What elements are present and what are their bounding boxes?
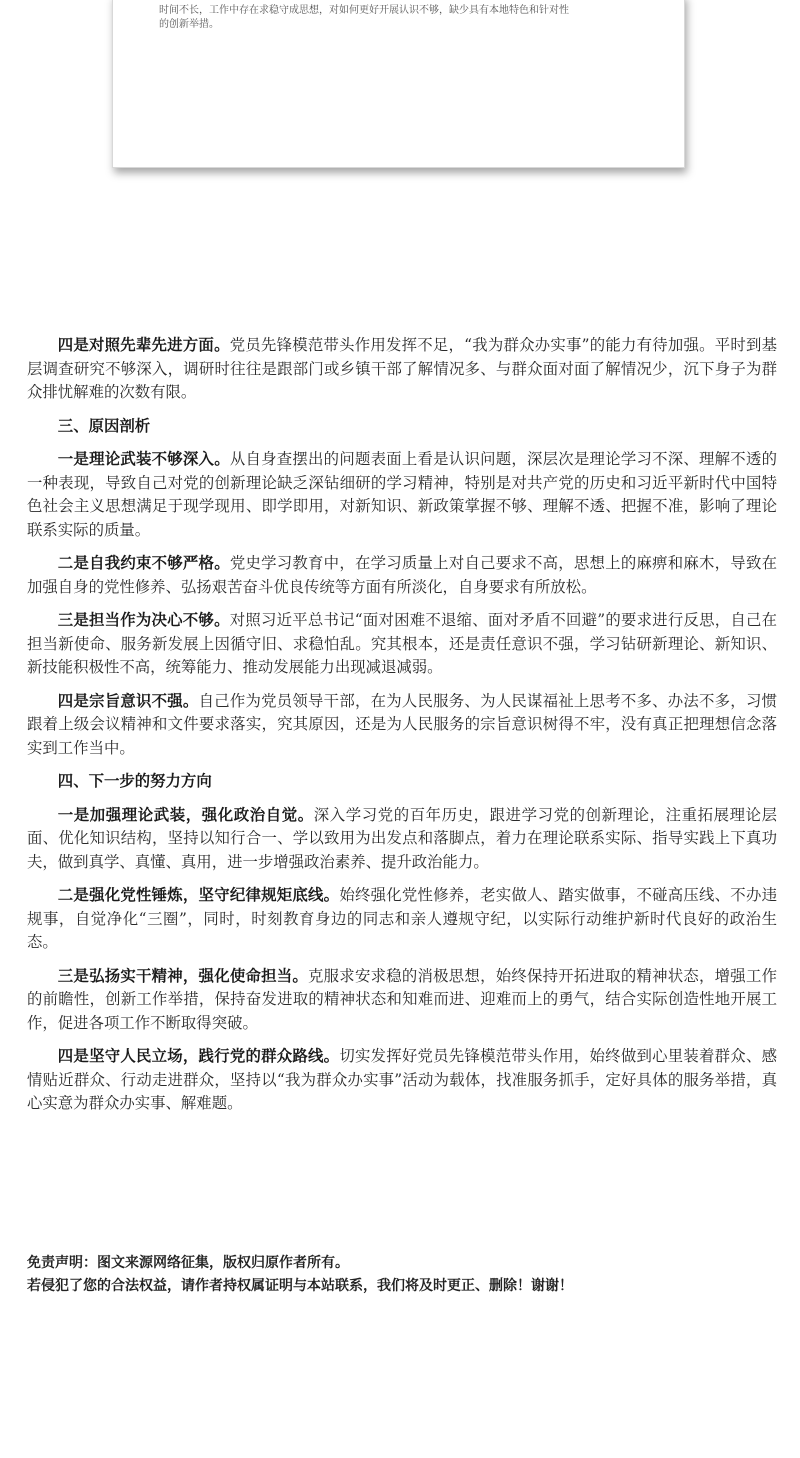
section-heading: 三、原因剖析 (57, 416, 151, 435)
paragraph-lead: 二是自我约束不够严格。 (57, 554, 230, 572)
paragraph-text: 克服求安求稳的消极思想，始终保持开拓进取的精神状态，增强工作的前瞻性，创新工作举措，保持奋发进取的精神状态和知难而进、迎难而上的勇气，结合实际创造性地开展工作，促进各项工作不断取得突破。 (27, 966, 777, 1032)
paragraph-lead: 四是坚守人民立场，践行党的群众路线。 (57, 1047, 340, 1065)
paragraph-lead: 一是理论武装不够深入。 (57, 450, 230, 468)
paragraph-text: 始终强化党性修养，老实做人、踏实做事，不碰高压线、不办违规事，自觉净化“三圈”，同时，时刻教育身边的同志和亲人遵规守纪，以实际行动维护新时代良好的政治生态。 (27, 886, 777, 951)
paragraph-text: 对照习近平总书记“面对困难不退缩、面对矛盾不回避”的要求进行反思，自己在担当新使命、服务新发展上因循守旧、求稳怕乱。究其根本，还是责任意识不强，学习钻研新理论、新知识、新技能积极性不高，统筹能力、推动发展能力出现减退减弱。 (27, 611, 777, 676)
paragraph-text: 从自身查摆出的问题表面上看是认识问题，深层次是理论学习不深、理解不透的一种表现，导致自己对党的创新理论缺乏深钻细研的学习精神，特别是对共产党的历史和习近平新时代中国特色社会主义思想满足于现学现用、即学即用，对新知识、新政策掌握不够、理解不透、把握不准，影响了理论联系实际的质量。 (27, 450, 777, 539)
paragraph (27, 552, 777, 599)
article-body (27, 334, 777, 1126)
paragraph (27, 448, 777, 542)
paragraph (27, 804, 777, 875)
document-preview-page (112, 0, 685, 168)
paragraph-lead: 三是担当作为决心不够。 (57, 611, 230, 629)
paragraph-text: 党史学习教育中，在学习质量上对自己要求不高，思想上的麻痹和麻木，导致在加强自身的党性修养、弘扬艰苦奋斗优良传统等方面有所淡化，自身要求有所放松。 (27, 554, 777, 596)
preview-line: 的创新举措。 (159, 19, 219, 30)
paragraph-text: 切实发挥好党员先锋模范带头作用，始终做到心里装着群众、感情贴近群众、行动走进群众，坚持以“我为群众办实事”活动为载体，找准服务抓手，定好具体的服务举措，真心实意为群众办实事、解难题。 (27, 1047, 777, 1112)
section-heading: 四、下一步的努力方向 (57, 772, 212, 790)
disclaimer-line: 免责声明：图文来源网络征集，版权归原作者所有。 (27, 1255, 349, 1271)
paragraph-lead: 四是宗旨意识不强。 (57, 691, 199, 710)
paragraph (27, 334, 777, 405)
paragraph (27, 884, 777, 955)
preview-text (159, 4, 659, 32)
paragraph-text: 自己作为党员领导干部，在为人民服务、为人民谋福祉上思考不多、办法不多，习惯跟着上级会议精神和文件要求落实，究其原因，还是为人民服务的宗旨意识树得不牢，没有真正把理想信念落实到工作当中。 (27, 691, 777, 757)
paragraph-lead: 一是加强理论武装，强化政治自觉。 (57, 805, 314, 824)
paragraph-text: 党员先锋模范带头作用发挥不足，“我为群众办实事”的能力有待加强。平时到基层调查研究不够深入，调研时往往是跟部门或乡镇干部了解情况多、与群众面对面了解情况少，沉下身子为群众排忧解难的次数有限。 (27, 336, 777, 401)
paragraph-lead: 四是对照先辈先进方面。 (57, 336, 230, 354)
paragraph (27, 690, 777, 761)
paragraph (27, 965, 777, 1036)
disclaimer-line: 若侵犯了您的合法权益，请作者持权属证明与本站联系，我们将及时更正、删除！谢谢！ (27, 1278, 573, 1294)
paragraph-lead: 二是强化党性锤炼，坚守纪律规矩底线。 (57, 886, 340, 904)
paragraph (27, 609, 777, 680)
preview-line: 时间不长，工作中存在求稳守成思想，对如何更好开展认识不够，缺少具有本地特色和针对性 (159, 5, 569, 16)
paragraph-lead: 三是弘扬实干精神，强化使命担当。 (57, 966, 309, 985)
paragraph (27, 1045, 777, 1116)
paragraph-text: 深入学习党的百年历史，跟进学习党的创新理论，注重拓展理论层面、优化知识结构，坚持以知行合一、学以致用为出发点和落脚点，着力在理论联系实际、指导实践上下真功夫，做到真学、真懂、真用，进一步增强政治素养、提升政治能力。 (27, 805, 777, 871)
disclaimer (27, 1252, 777, 1298)
